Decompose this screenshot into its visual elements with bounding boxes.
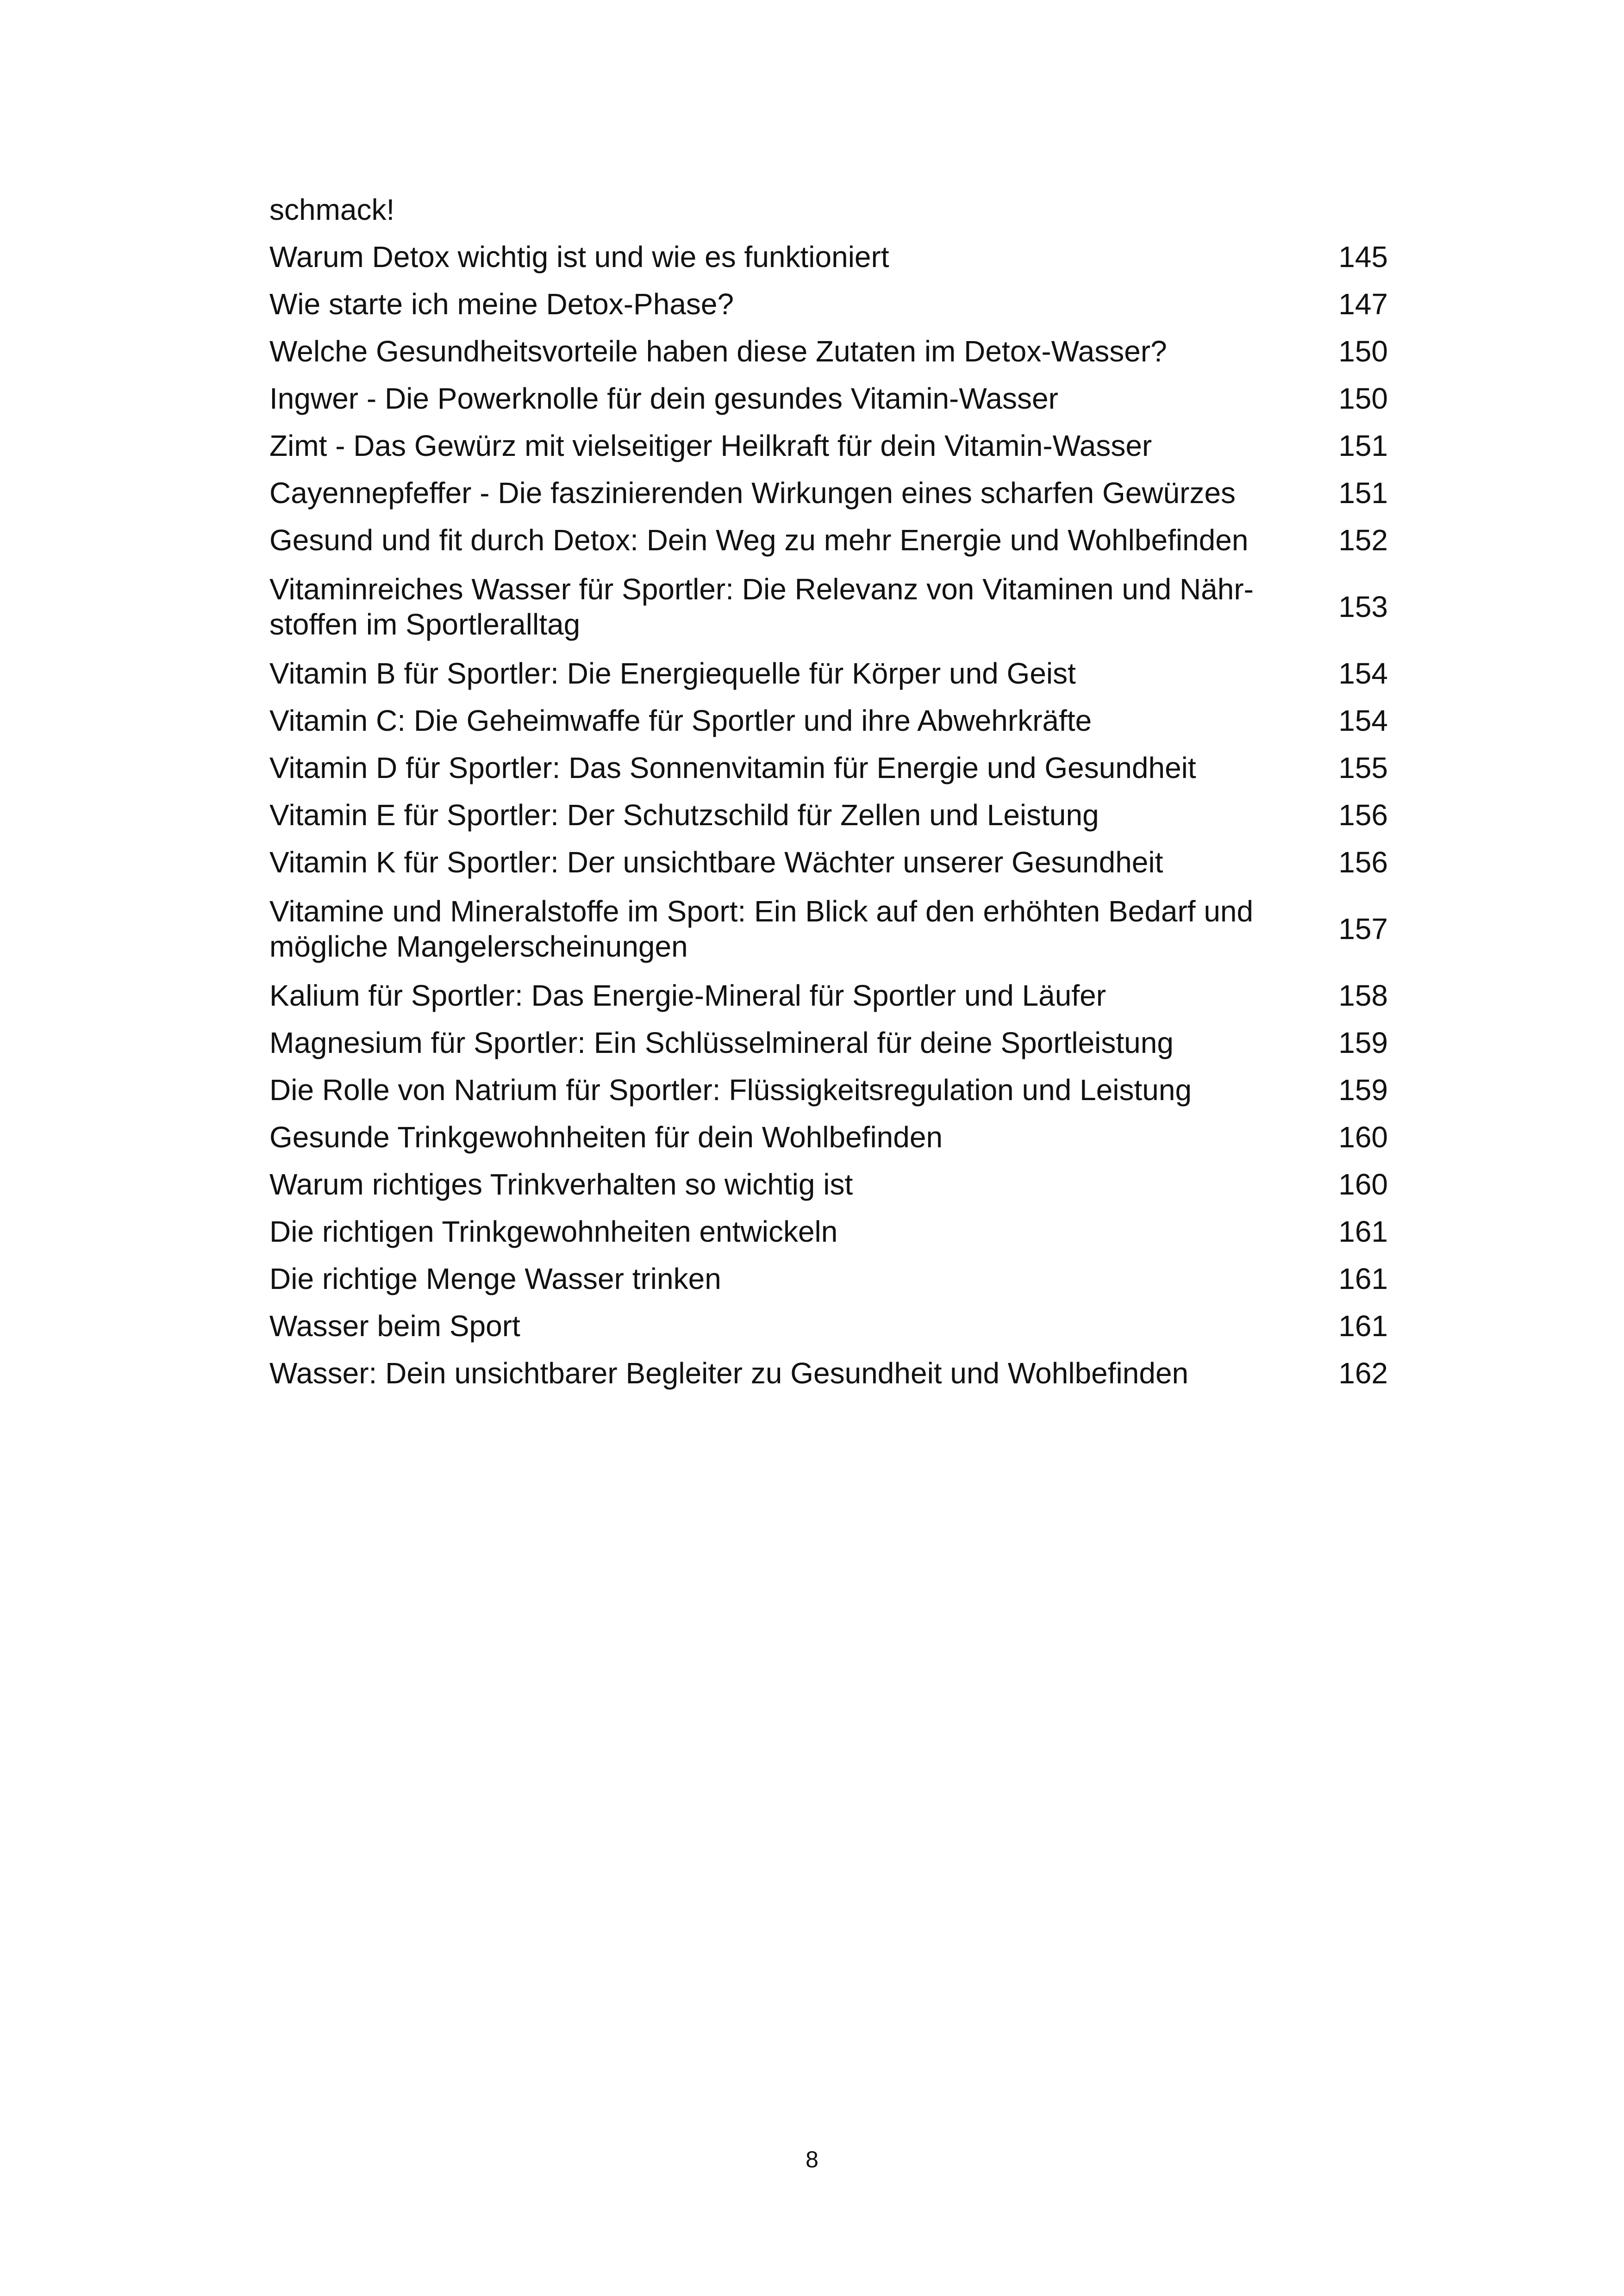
toc-entry-page: 161 <box>1338 1262 1388 1295</box>
toc-entry-page: 153 <box>1338 590 1388 623</box>
toc-entry <box>269 1255 1388 1302</box>
toc-entry <box>269 1161 1388 1208</box>
toc-entry-page: 159 <box>1338 1073 1388 1107</box>
toc-entry-title: Vitamin D für Sportler: Das Sonnenvitamin für Energie und Gesundheit <box>269 751 1196 784</box>
toc-entry <box>269 697 1388 744</box>
toc-entry-title-line: stoffen im Sportleralltag <box>269 608 581 641</box>
toc-entry-title <box>269 894 1320 964</box>
page-number: 8 <box>806 2147 818 2172</box>
toc-entry-title: Vitamin C: Die Geheimwaffe für Sportler und ihre Abwehrkräfte <box>269 704 1092 737</box>
toc-entry-title-line: Vitaminreiches Wasser für Sportler: Die Relevanz von Vitaminen und Nähr- <box>269 572 1254 606</box>
toc-entry-title: Die richtigen Trinkgewohnheiten entwickeln <box>269 1215 838 1248</box>
toc-entry <box>269 1208 1388 1255</box>
toc-entry <box>269 422 1388 469</box>
toc-entry-page: 157 <box>1338 912 1388 946</box>
toc-entry <box>269 1019 1388 1066</box>
toc-entry-page: 158 <box>1338 979 1388 1012</box>
toc-entry-title: Gesunde Trinkgewohnheiten für dein Wohlbefinden <box>269 1120 943 1154</box>
toc-entry-title: Die richtige Menge Wasser trinken <box>269 1262 721 1295</box>
toc-entry-page: 150 <box>1338 335 1388 368</box>
toc-entry <box>269 839 1388 886</box>
toc-entry-page: 160 <box>1338 1120 1388 1154</box>
toc-entry-page: 151 <box>1338 476 1388 510</box>
toc-entry <box>269 233 1388 280</box>
toc-entry <box>269 1114 1388 1161</box>
toc-entry-title: Wasser: Dein unsichtbarer Begleiter zu Gesundheit und Wohlbefinden <box>269 1356 1189 1390</box>
toc-entry-page: 161 <box>1338 1309 1388 1343</box>
toc-entry-page: 152 <box>1338 523 1388 557</box>
toc-entry-page: 151 <box>1338 429 1388 462</box>
toc-entry-title: Gesund und fit durch Detox: Dein Weg zu mehr Energie und Wohlbefinden <box>269 523 1249 557</box>
toc-entry-title: Vitamin B für Sportler: Die Energiequelle für Körper und Geist <box>269 657 1076 690</box>
toc-entry-title: Ingwer - Die Powerknolle für dein gesundes Vitamin-Wasser <box>269 382 1058 415</box>
toc-entry-title: Welche Gesundheitsvorteile haben diese Zutaten im Detox-Wasser? <box>269 335 1167 368</box>
toc-entry <box>269 1350 1388 1397</box>
toc-entry-title: Magnesium für Sportler: Ein Schlüsselmineral für deine Sportleistung <box>269 1026 1174 1059</box>
toc-entry <box>269 888 1388 970</box>
toc-entry <box>269 516 1388 564</box>
toc-entry-title: Cayennepfeffer - Die faszinierenden Wirkungen eines scharfen Gewürzes <box>269 476 1236 510</box>
toc-entry <box>269 972 1388 1019</box>
toc-entry-title: Warum richtiges Trinkverhalten so wichtig ist <box>269 1168 853 1201</box>
table-of-contents <box>269 186 1388 1397</box>
toc-entry-page: 159 <box>1338 1026 1388 1059</box>
toc-entry-page: 154 <box>1338 657 1388 690</box>
toc-entry <box>269 1302 1388 1350</box>
toc-entry <box>269 566 1388 648</box>
toc-entry <box>269 791 1388 839</box>
toc-entry-page: 160 <box>1338 1168 1388 1201</box>
toc-entry-title: Die Rolle von Natrium für Sportler: Flüssigkeitsregulation und Leistung <box>269 1073 1192 1107</box>
toc-entry-title: Kalium für Sportler: Das Energie-Mineral für Sportler und Läufer <box>269 979 1106 1012</box>
toc-entry-title <box>269 572 1320 642</box>
toc-entry-title-line: mögliche Mangelerscheinungen <box>269 930 688 963</box>
toc-entry <box>269 744 1388 791</box>
toc-entry-title: Vitamin K für Sportler: Der unsichtbare Wächter unserer Gesundheit <box>269 846 1163 879</box>
toc-entry-page: 154 <box>1338 704 1388 737</box>
toc-entry <box>269 1066 1388 1114</box>
toc-entry-page: 162 <box>1338 1356 1388 1390</box>
toc-entry <box>269 328 1388 375</box>
toc-entry-page: 150 <box>1338 382 1388 415</box>
toc-entry-page: 147 <box>1338 287 1388 321</box>
toc-entry <box>269 469 1388 516</box>
toc-entry-title-line: Vitamine und Mineralstoffe im Sport: Ein Blick auf den erhöhten Bedarf und <box>269 895 1254 928</box>
toc-entry <box>269 280 1388 328</box>
toc-entry-page: 155 <box>1338 751 1388 784</box>
toc-entry-page: 161 <box>1338 1215 1388 1248</box>
toc-entry-page: 156 <box>1338 798 1388 832</box>
toc-continuation-text: schmack! <box>269 193 395 226</box>
toc-entry <box>269 650 1388 697</box>
toc-entry-title: Warum Detox wichtig ist und wie es funktioniert <box>269 240 889 274</box>
toc-entry <box>269 375 1388 422</box>
toc-entry-title: Wasser beim Sport <box>269 1309 520 1343</box>
toc-entry-title: Wie starte ich meine Detox-Phase? <box>269 287 734 321</box>
toc-entry-page: 145 <box>1338 240 1388 274</box>
toc-entry-title: Zimt - Das Gewürz mit vielseitiger Heilkraft für dein Vitamin-Wasser <box>269 429 1152 462</box>
toc-entry-title: Vitamin E für Sportler: Der Schutzschild für Zellen und Leistung <box>269 798 1099 832</box>
toc-entry-page: 156 <box>1338 846 1388 879</box>
